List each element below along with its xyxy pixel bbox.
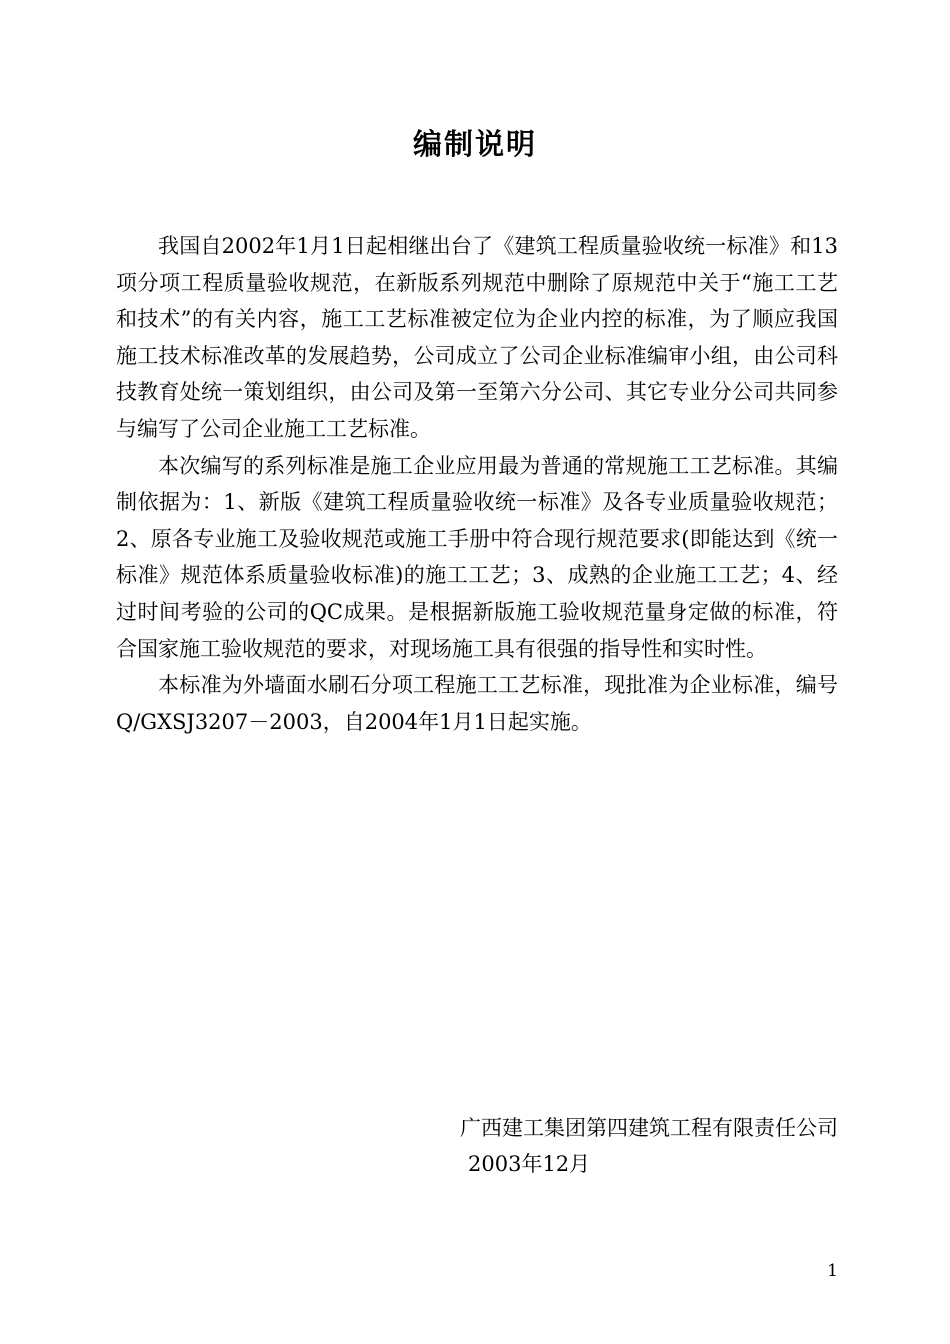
paragraph-1: 我国自2002年1月1日起相继出台了《建筑工程质量验收统一标准》和13项分项工程质量验收规范，在新版系列规范中删除了原规范中关于“施工工艺和技术”的有关内容，施工工艺标准被定位为企业内控的标准，为了顺应我国施工技术标准改革的发展趋势，公司成立了公司企业标准编审小组，由公司科技教育处统一策划组织，由公司及第一至第六分公司、其它专业分公司共同参与编写了公司企业施工工艺标准。	[116, 234, 838, 441]
signature-organization: 广西建工集团第四建筑工程有限责任公司	[460, 1116, 838, 1140]
signature-date: 2003年12月	[468, 1152, 591, 1176]
paragraph-2: 本次编写的系列标准是施工企业应用最为普通的常规施工工艺标准。其编制依据为：1、新版《建筑工程质量验收统一标准》及各专业质量验收规范；2、原各专业施工及验收规范或施工手册中符合现行规范要求(即能达到《统一标准》规范体系质量验收标准)的施工工艺；3、成熟的企业施工工艺；4、经过时间考验的公司的QC成果。是根据新版施工验收规范量身定做的标准，符合国家施工验收规范的要求，对现场施工具有很强的指导性和实时性。	[116, 453, 838, 661]
paragraph-3: 本标准为外墙面水刷石分项工程施工工艺标准，现批准为企业标准，编号Q/GXSJ3207－2003，自2004年1月1日起实施。	[116, 673, 838, 734]
page-number: 1	[827, 1261, 838, 1281]
document-title: 编制说明	[412, 127, 537, 161]
document-body	[116, 228, 838, 740]
